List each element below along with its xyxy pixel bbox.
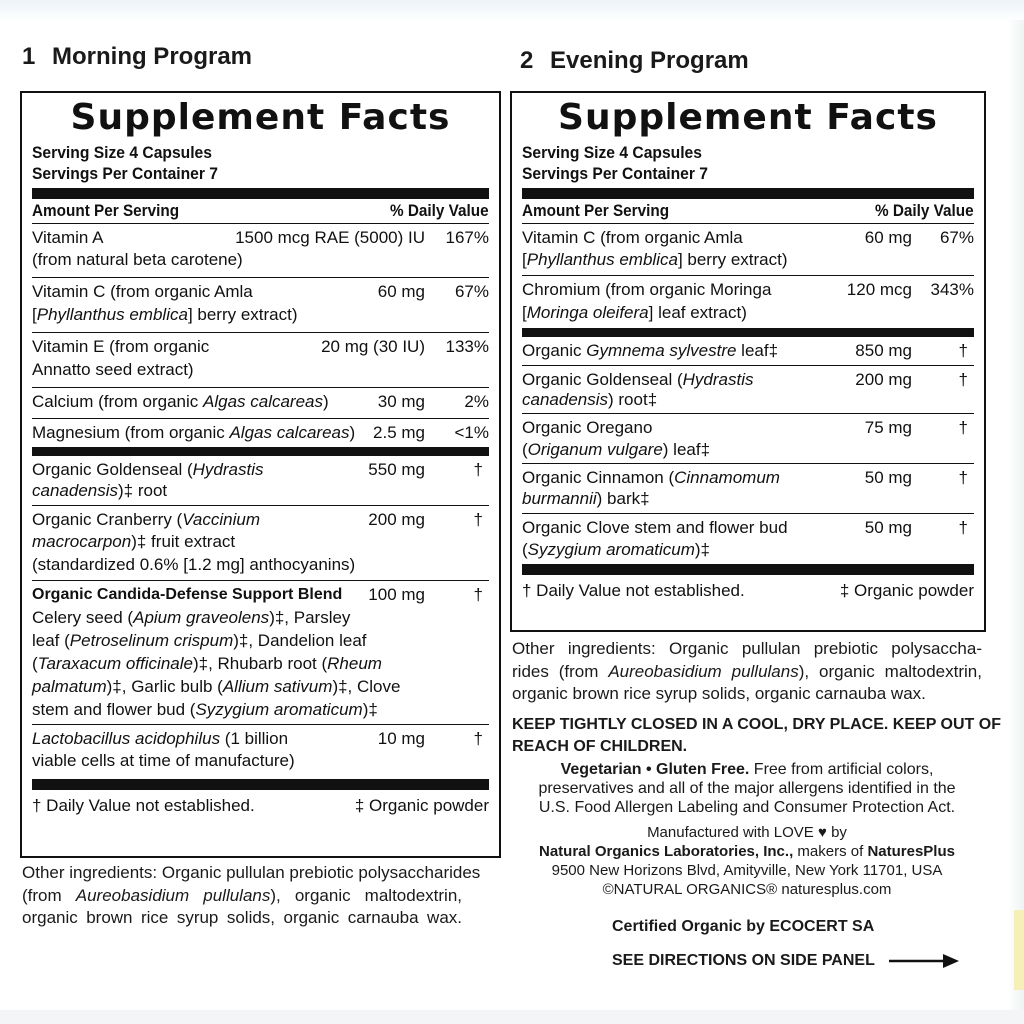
morning-supplement-facts-panel bbox=[20, 91, 501, 858]
supplement-facts-title: Supplement Facts bbox=[558, 97, 938, 138]
blend-name: Organic Candida-Defense Support Blend bbox=[32, 586, 343, 603]
blend-line: leaf (Petroselinum crispum)‡, Dandelion leaf bbox=[32, 631, 367, 650]
program-title: Morning Program bbox=[52, 43, 253, 70]
amount-per-serving-label: Amount Per Serving bbox=[32, 201, 180, 220]
nutrient-amount: 120 mcg bbox=[846, 280, 912, 299]
supplement-facts-title: Supplement Facts bbox=[70, 97, 451, 138]
ingredient-amount: 550 mg bbox=[368, 460, 425, 479]
storage-warning bbox=[512, 714, 1001, 758]
evening-supplement-facts-panel bbox=[510, 91, 986, 632]
medium-divider bbox=[32, 447, 489, 456]
nutrient-dv: 343% bbox=[930, 280, 974, 299]
nutrient-amount: 20 mg (30 IU) bbox=[321, 337, 425, 356]
nutrient-amount: 60 mg bbox=[377, 282, 425, 301]
dietary-line: Free from artificial colors, bbox=[749, 761, 934, 778]
dietary-statement bbox=[512, 760, 982, 817]
servings-per-container: Servings Per Container 7 bbox=[522, 164, 709, 183]
arrow-right-icon bbox=[887, 952, 961, 970]
thick-divider bbox=[32, 779, 489, 790]
vegetarian-gluten-free: Vegetarian • Gluten Free. bbox=[560, 761, 750, 778]
nutrient-name: Vitamin C (from organic Amla bbox=[522, 228, 743, 247]
storage-warning-line: KEEP TIGHTLY CLOSED IN A COOL, DRY PLACE. KEEP OUT OF bbox=[512, 716, 1001, 733]
brand-name: NaturesPlus bbox=[867, 843, 955, 860]
servings-per-container: Servings Per Container 7 bbox=[32, 164, 219, 183]
ingredient-note: viable cells at time of manufacture) bbox=[32, 751, 295, 770]
nutrient-dv: 67% bbox=[454, 282, 489, 301]
blend-line: stem and flower bud (Syzygium aromaticum)‡ bbox=[32, 700, 378, 719]
ingredient-row-clove bbox=[522, 514, 974, 564]
nutrient-name: Magnesium (from organic Algas calcareas) bbox=[32, 423, 356, 442]
nutrient-name: Vitamin C (from organic Amla bbox=[32, 282, 253, 301]
nutrient-amount: 60 mg bbox=[864, 228, 912, 247]
ingredient-source: (Origanum vulgare) leaf‡ bbox=[522, 440, 711, 459]
footnote-organic: ‡ Organic powder bbox=[354, 796, 489, 815]
ingredient-amount: 200 mg bbox=[368, 510, 425, 529]
ingredient-row-cinnamon bbox=[522, 464, 974, 514]
blend-row-candida-defense bbox=[32, 581, 489, 725]
yellow-edge-mark bbox=[1014, 910, 1024, 990]
ingredient-amount: 50 mg bbox=[864, 518, 912, 537]
other-ingredients-line: organic brown rice syrup solids, organic carnauba wax. bbox=[22, 908, 462, 927]
ingredient-amount: 10 mg bbox=[377, 729, 425, 748]
nutrient-dv: 67% bbox=[939, 228, 974, 247]
ingredient-row-lactobacillus bbox=[32, 725, 489, 779]
ingredient-row-oregano bbox=[522, 414, 974, 464]
nutrient-row-vitamin-c bbox=[522, 224, 974, 276]
amount-per-serving-label: Amount Per Serving bbox=[522, 201, 670, 220]
nutrient-amount: 2.5 mg bbox=[373, 423, 425, 442]
see-directions bbox=[612, 950, 961, 973]
ingredient-name: Organic Cranberry (Vaccinium bbox=[32, 510, 261, 529]
ingredient-source: (Syzygium aromaticum)‡ bbox=[522, 540, 711, 559]
ingredient-amount: 200 mg bbox=[855, 370, 912, 389]
ingredient-amount: 850 mg bbox=[855, 341, 912, 360]
serving-size: Serving Size 4 Capsules bbox=[522, 143, 702, 162]
dietary-line: U.S. Food Allergen Labeling and Consumer Protection Act. bbox=[538, 799, 956, 816]
footnote-row bbox=[32, 790, 489, 818]
ingredient-name: Organic Goldenseal (Hydrastis bbox=[32, 460, 264, 479]
ingredient-row-cranberry bbox=[32, 506, 489, 581]
ingredient-standardization: (standardized 0.6% [1.2 mg] anthocyanins) bbox=[32, 555, 356, 574]
program-number: 1 bbox=[22, 43, 36, 70]
ingredient-amount: 50 mg bbox=[864, 468, 912, 487]
ingredient-dv: † bbox=[958, 418, 968, 437]
nutrient-name: Chromium (from organic Moringa bbox=[522, 280, 772, 299]
blend-line: Celery seed (Apium graveolens)‡, Parsley bbox=[32, 608, 351, 627]
nutrient-dv: 133% bbox=[445, 337, 489, 356]
nutrient-dv: <1% bbox=[454, 423, 489, 442]
storage-warning-line: REACH OF CHILDREN. bbox=[512, 738, 688, 755]
manufacturer-info bbox=[512, 823, 982, 899]
footnote-organic: ‡ Organic powder bbox=[839, 581, 974, 600]
ingredient-source: canadensis) root‡ bbox=[522, 390, 658, 409]
nutrient-source: [Moringa oleifera] leaf extract) bbox=[522, 303, 747, 322]
ingredient-row-goldenseal bbox=[522, 366, 974, 414]
see-directions-text: SEE DIRECTIONS ON SIDE PANEL bbox=[612, 952, 875, 969]
ingredient-row-gymnema bbox=[522, 337, 974, 366]
nutrient-dv: 2% bbox=[464, 392, 489, 411]
nutrient-name: Vitamin E (from organic bbox=[32, 337, 210, 356]
blend-dv: † bbox=[473, 585, 483, 604]
nutrient-dv: 167% bbox=[445, 228, 489, 247]
ingredient-name: Organic Cinnamon (Cinnamomum bbox=[522, 468, 780, 487]
nutrient-amount: 30 mg bbox=[377, 392, 425, 411]
other-ingredients-line: Other ingredients: Organic pullulan prebiotic polysaccharides bbox=[22, 863, 481, 882]
manufactured-with-love: Manufactured with LOVE bbox=[647, 824, 814, 841]
ingredient-name: Organic Gymnema sylvestre leaf‡ bbox=[522, 341, 779, 360]
ingredient-name: Organic Goldenseal (Hydrastis bbox=[522, 370, 754, 389]
nutrient-row-vitamin-a bbox=[32, 224, 489, 278]
morning-program-heading bbox=[22, 43, 252, 71]
thick-divider bbox=[522, 188, 974, 199]
nutrient-source: [Phyllanthus emblica] berry extract) bbox=[522, 250, 788, 269]
other-ingredients-line: Other ingredients: Organic pullulan prebiotic polysaccha- bbox=[512, 639, 982, 658]
serving-size: Serving Size 4 Capsules bbox=[32, 143, 212, 162]
ingredient-dv: † bbox=[958, 518, 968, 537]
ingredient-amount: 75 mg bbox=[864, 418, 912, 437]
ingredient-dv: † bbox=[958, 370, 968, 389]
top-background-strip bbox=[0, 0, 1024, 22]
nutrient-name: Calcium (from organic Algas calcareas) bbox=[32, 392, 329, 411]
nutrient-source: (from natural beta carotene) bbox=[32, 250, 243, 269]
ingredient-name: Lactobacillus acidophilus (1 billion bbox=[32, 729, 289, 748]
nutrient-row-magnesium bbox=[32, 419, 489, 447]
thick-divider bbox=[522, 564, 974, 575]
footnote-daily-value: † Daily Value not established. bbox=[522, 581, 745, 600]
right-edge-strip bbox=[1008, 20, 1024, 1010]
evening-other-ingredients bbox=[512, 638, 982, 706]
other-ingredients-line: organic brown rice syrup solids, organic carnauba wax. bbox=[512, 684, 926, 703]
bottom-background-strip bbox=[0, 1010, 1024, 1024]
program-title: Evening Program bbox=[550, 47, 749, 74]
ingredient-source: macrocarpon)‡ fruit extract bbox=[32, 532, 236, 551]
nutrient-source: [Phyllanthus emblica] berry extract) bbox=[32, 305, 298, 324]
footnote-daily-value: † Daily Value not established. bbox=[32, 796, 255, 815]
ingredient-dv: † bbox=[473, 729, 483, 748]
other-ingredients-line: (from Aureobasidium pullulans), organic maltodextrin, bbox=[22, 885, 462, 905]
footnote-row bbox=[522, 575, 974, 603]
nutrient-amount: 1500 mcg RAE (5000) IU bbox=[235, 228, 425, 247]
nutrient-row-vitamin-e bbox=[32, 333, 489, 388]
daily-value-label: % Daily Value bbox=[875, 201, 974, 220]
amount-header-row bbox=[32, 199, 489, 224]
blend-amount: 100 mg bbox=[368, 585, 425, 604]
copyright-website: ©NATURAL ORGANICS® naturesplus.com bbox=[602, 881, 892, 898]
daily-value-label: % Daily Value bbox=[390, 201, 489, 220]
ingredient-row-goldenseal bbox=[32, 456, 489, 506]
ingredient-name: Organic Oregano bbox=[522, 418, 653, 437]
program-number: 2 bbox=[520, 47, 534, 74]
ingredient-dv: † bbox=[473, 510, 483, 529]
mfg-by: by bbox=[826, 824, 847, 841]
ingredient-dv: † bbox=[473, 460, 483, 479]
ingredient-dv: † bbox=[958, 341, 968, 360]
heart-icon: ♥ bbox=[818, 824, 827, 841]
dietary-line: preservatives and all of the major allergens identified in the bbox=[538, 780, 956, 797]
blend-line: palmatum)‡, Garlic bulb (Allium sativum)‡, Clove bbox=[32, 677, 401, 696]
nutrient-source: Annatto seed extract) bbox=[32, 360, 194, 379]
nutrient-row-chromium bbox=[522, 276, 974, 328]
morning-other-ingredients bbox=[22, 862, 481, 930]
nutrient-row-calcium bbox=[32, 388, 489, 419]
nutrient-name: Vitamin A bbox=[32, 228, 104, 247]
nutrient-row-vitamin-c bbox=[32, 278, 489, 333]
company-name: Natural Organics Laboratories, Inc., bbox=[539, 843, 794, 860]
thick-divider bbox=[32, 188, 489, 199]
ingredient-source: burmannii) bark‡ bbox=[522, 489, 650, 508]
certified-organic: Certified Organic by ECOCERT SA bbox=[612, 918, 875, 935]
evening-program-heading bbox=[520, 47, 749, 75]
blend-line: (Taraxacum officinale)‡, Rhubarb root (Rheum bbox=[32, 654, 382, 673]
medium-divider bbox=[522, 328, 974, 337]
ingredient-dv: † bbox=[958, 468, 968, 487]
ingredient-name: Organic Clove stem and flower bud bbox=[522, 518, 788, 537]
company-address: 9500 New Horizons Blvd, Amityville, New York 11701, USA bbox=[551, 862, 943, 879]
makers-of: makers of bbox=[793, 843, 868, 860]
other-ingredients-line: rides (from Aureobasidium pullulans), organic maltodextrin, bbox=[512, 661, 982, 681]
amount-header-row bbox=[522, 199, 974, 224]
ingredient-source: canadensis)‡ root bbox=[32, 481, 168, 500]
